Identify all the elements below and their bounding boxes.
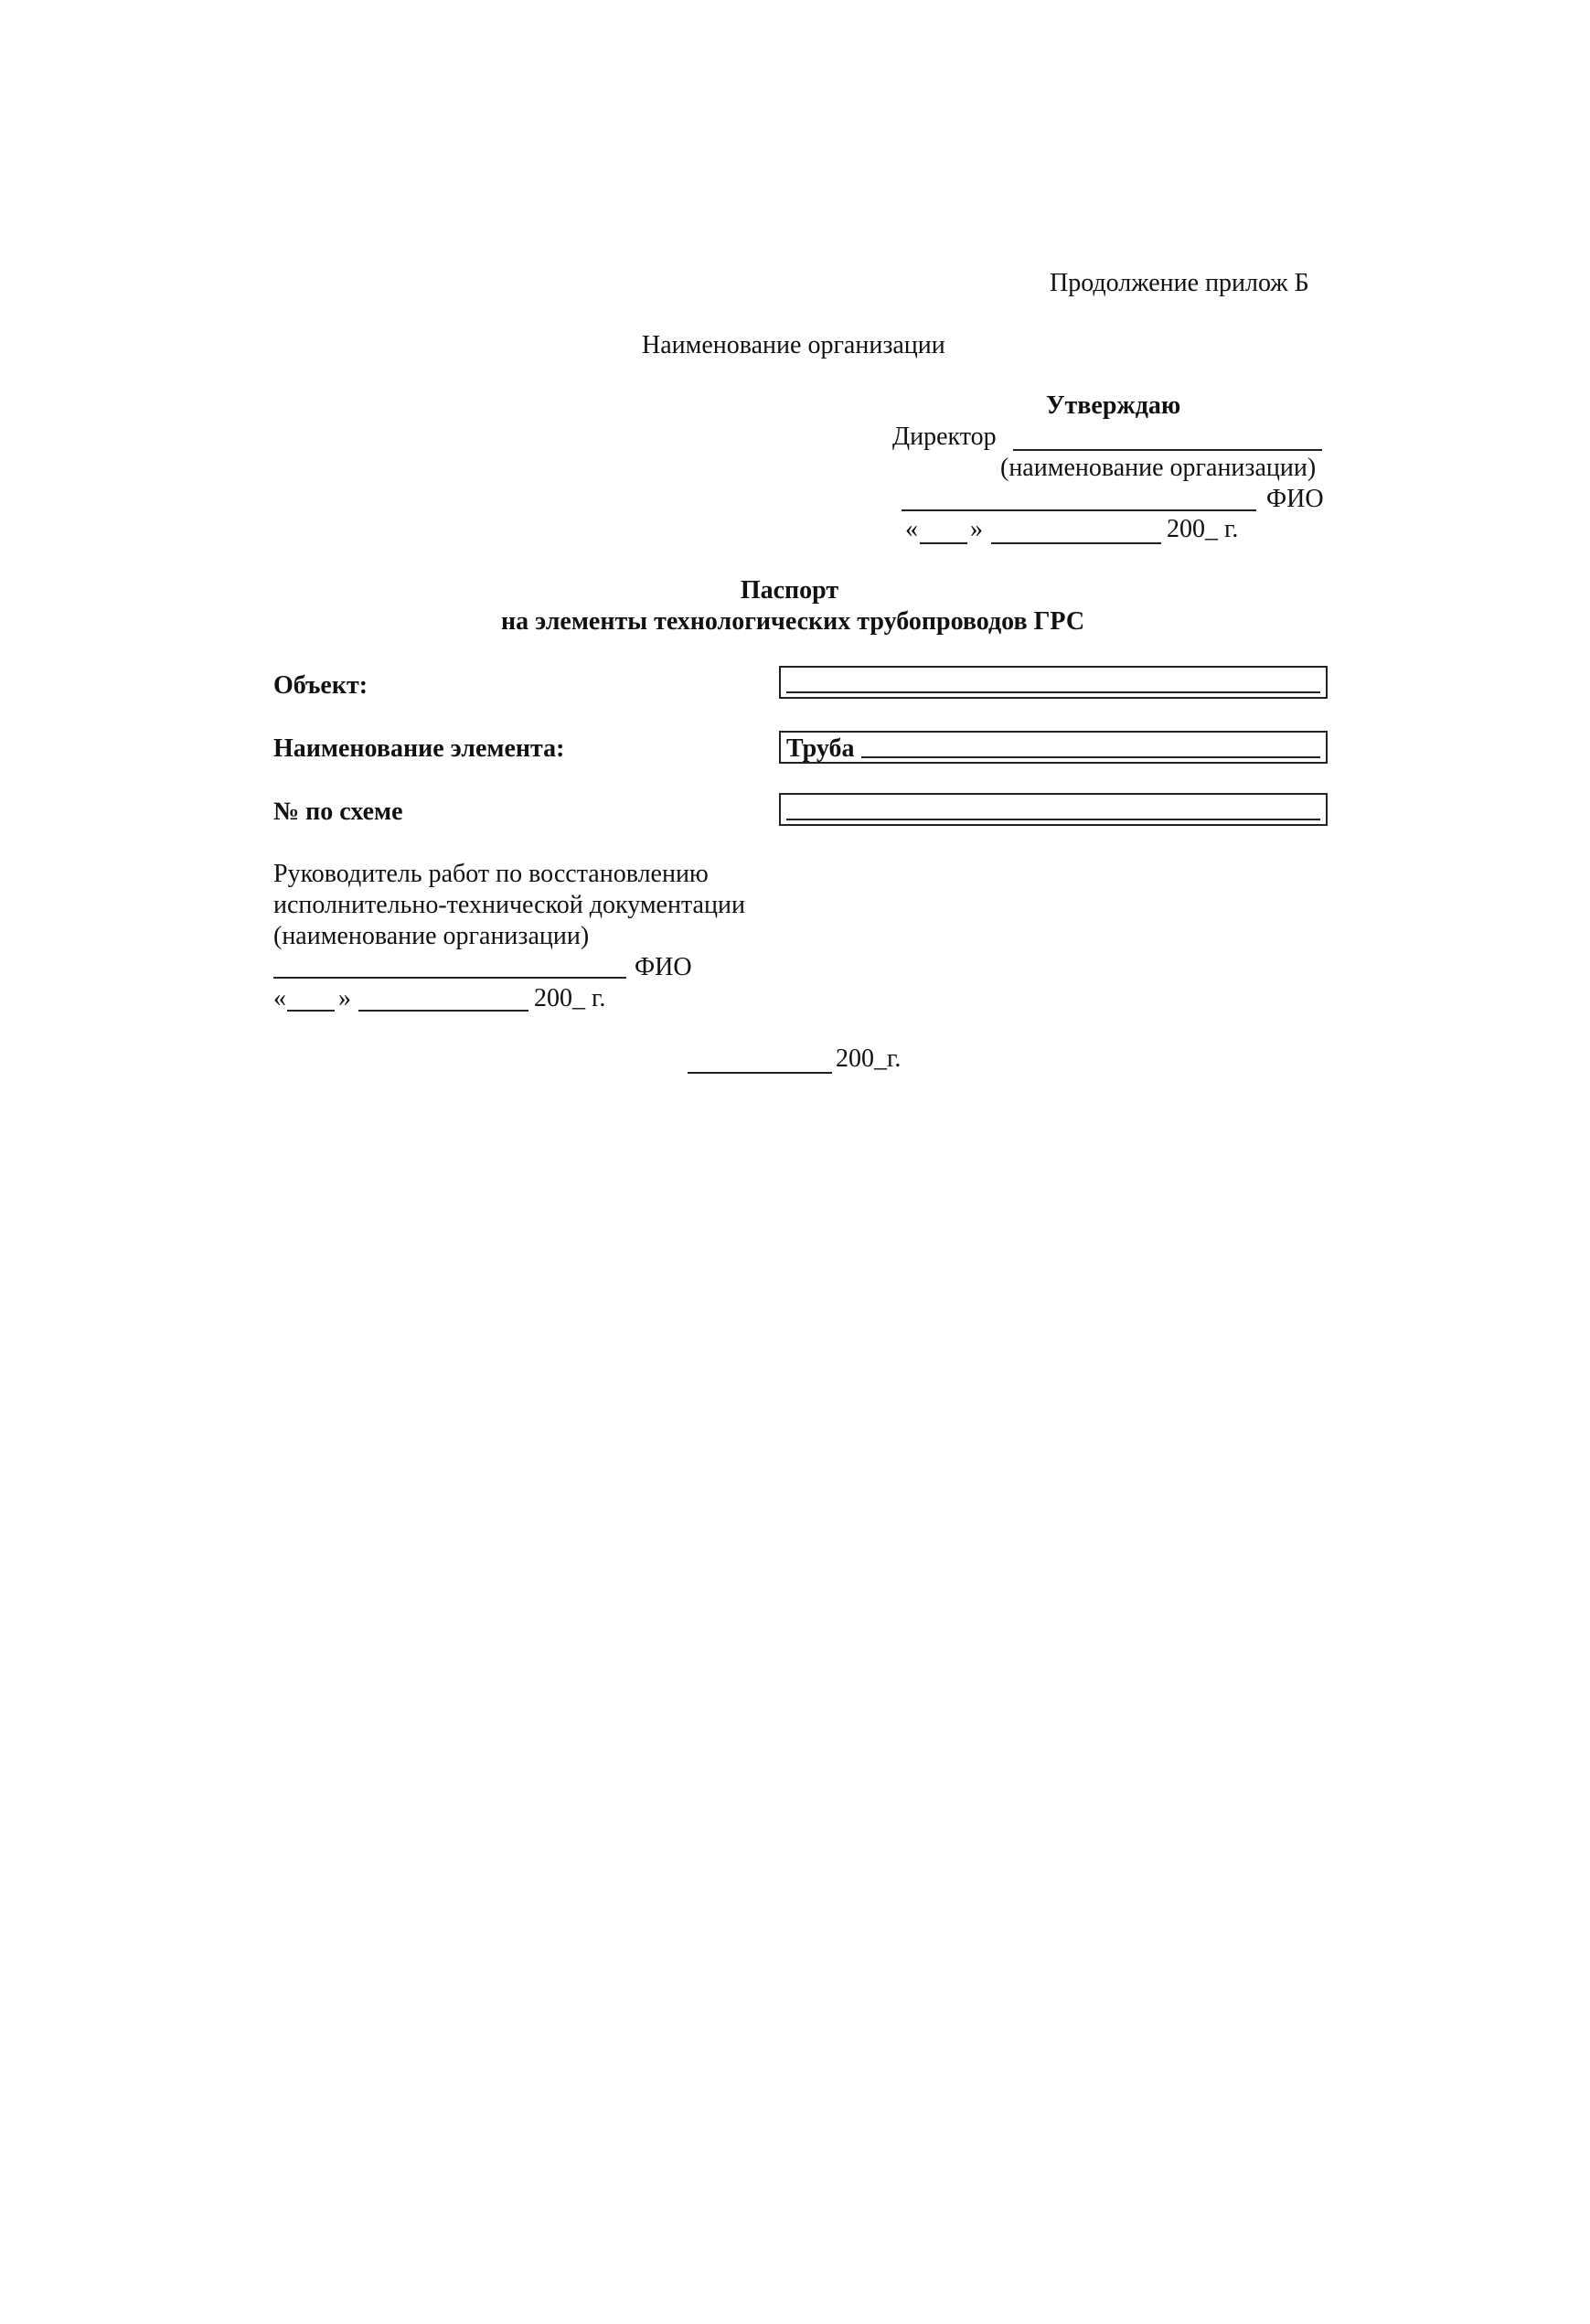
- approval-quote-close: »: [970, 515, 983, 543]
- manager-line-1: Руководитель работ по восстановлению: [273, 860, 709, 888]
- document-title: Паспорт: [740, 576, 839, 605]
- approval-month-line: [991, 542, 1161, 544]
- scheme-field-underline: [786, 819, 1320, 820]
- document-subtitle: на элементы технологических трубопроводов ГРС: [501, 607, 1085, 636]
- approval-org-hint: (наименование организации): [1000, 454, 1317, 482]
- scheme-number-field[interactable]: [779, 793, 1328, 826]
- continuation-label: Продолжение прилож Б: [1050, 269, 1309, 297]
- footer-date-line: [688, 1072, 832, 1074]
- manager-month-line: [358, 1010, 528, 1012]
- approval-fio-line: [902, 509, 1256, 511]
- element-field-underline: [861, 756, 1320, 758]
- object-field[interactable]: [779, 666, 1328, 699]
- approval-quote-open: «: [905, 515, 918, 543]
- director-label: Директор: [892, 423, 997, 451]
- footer-year: 200_г.: [836, 1044, 902, 1073]
- scheme-number-label: № по схеме: [273, 798, 403, 826]
- element-name-field[interactable]: [779, 731, 1328, 764]
- manager-fio-line: [273, 977, 626, 979]
- manager-org-hint: (наименование организации): [273, 922, 590, 950]
- manager-fio-label: ФИО: [635, 953, 692, 981]
- manager-year: 200_ г.: [534, 984, 606, 1012]
- organization-name-label: Наименование организации: [642, 331, 945, 359]
- element-name-value: Труба: [786, 734, 855, 763]
- approve-label: Утверждаю: [1046, 391, 1181, 420]
- manager-quote-open: «: [273, 984, 286, 1012]
- approval-year: 200_ г.: [1167, 515, 1239, 543]
- director-signature-line: [1013, 449, 1322, 451]
- object-field-underline: [786, 691, 1320, 693]
- manager-line-2: исполнительно-технической документации: [273, 891, 745, 919]
- manager-quote-close: »: [338, 984, 351, 1012]
- approval-fio-label: ФИО: [1266, 485, 1324, 513]
- element-name-label: Наименование элемента:: [273, 734, 565, 763]
- approval-day-line: [920, 542, 967, 544]
- object-label: Объект:: [273, 671, 368, 700]
- manager-day-line: [287, 1010, 335, 1012]
